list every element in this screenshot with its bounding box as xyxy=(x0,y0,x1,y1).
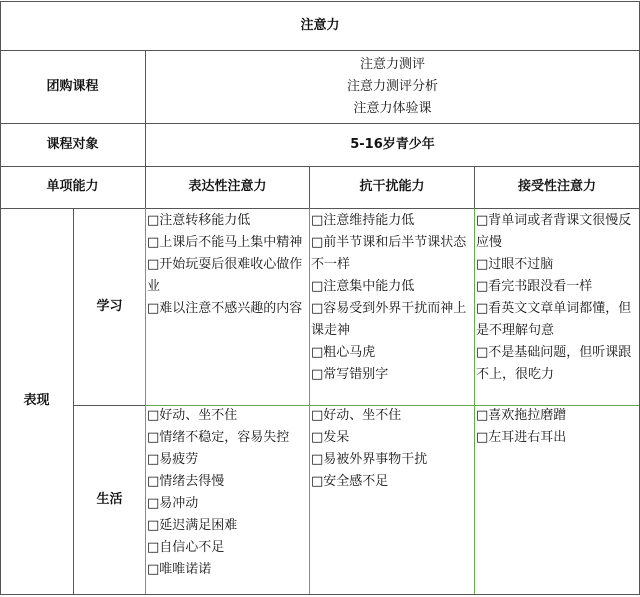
list-item: □容易受到外界干扰而神上课走神 xyxy=(311,301,467,338)
list-item: □不是基础问题，但听课跟不上，很吃力 xyxy=(476,345,632,382)
ability-label: 单项能力 xyxy=(46,179,99,194)
list-item: □开始玩耍后很难收心做作业 xyxy=(147,257,303,294)
list-item: □好动、坐不住 xyxy=(147,408,238,423)
list-item: □喜欢拖拉磨蹭 xyxy=(476,408,567,423)
list-item: □前半节课和后半节课状态不一样 xyxy=(311,235,467,272)
border-line xyxy=(309,208,310,594)
group-course-item: 注意力测评 xyxy=(359,57,425,72)
group-course-item: 注意力体验课 xyxy=(353,101,432,116)
list-item: □好动、坐不住 xyxy=(311,408,402,423)
list-item: □情绪去得慢 xyxy=(147,474,225,489)
ability-column-header: 表达性注意力 xyxy=(188,179,267,194)
border-line xyxy=(145,208,146,594)
list-item: □常写错别字 xyxy=(311,367,389,382)
list-item: □唯唯诺诺 xyxy=(147,562,212,577)
list-item: □情绪不稳定，容易失控 xyxy=(147,430,290,445)
list-item: □过眼不过脑 xyxy=(476,257,554,272)
performance-label: 表现 xyxy=(23,393,50,408)
list-item: □发呆 xyxy=(311,430,350,445)
list-item: □上课后不能马上集中精神 xyxy=(147,235,303,250)
audience-label: 课程对象 xyxy=(46,136,99,152)
list-item: □安全感不足 xyxy=(311,474,389,489)
list-item: □自信心不足 xyxy=(147,540,225,555)
list-item: □看完书跟没看一样 xyxy=(476,279,593,294)
study-anti-interference-list xyxy=(311,210,472,386)
list-item: □易冲动 xyxy=(147,496,199,511)
row-label-study: 学习 xyxy=(96,298,123,314)
list-item: □看英文文章单词都懂，但是不理解句意 xyxy=(476,301,632,338)
list-item: □难以注意不感兴趣的内容 xyxy=(147,301,303,316)
list-item: □注意集中能力低 xyxy=(311,279,415,294)
life-expressive-list xyxy=(147,405,307,581)
ability-column-header: 接受性注意力 xyxy=(517,179,596,194)
list-item: □粗心马虎 xyxy=(311,345,376,360)
list-item: □易被外界事物干扰 xyxy=(311,452,428,467)
list-item: □易疲劳 xyxy=(147,452,199,467)
study-expressive-list xyxy=(147,210,307,320)
audience-value: 5-16岁青少年 xyxy=(350,136,435,152)
life-receptive-list xyxy=(476,405,637,449)
list-item: □背单词或者背课文很慢反应慢 xyxy=(476,213,632,250)
list-item: □注意转移能力低 xyxy=(147,213,251,228)
ability-column-header: 抗干扰能力 xyxy=(359,179,425,194)
group-course-list xyxy=(146,54,639,120)
life-anti-interference-list xyxy=(311,405,472,493)
border-line xyxy=(0,594,640,595)
group-course-label: 团购课程 xyxy=(46,78,99,94)
list-item: □延迟满足困难 xyxy=(147,518,238,533)
study-receptive-list xyxy=(476,210,637,386)
table-title: 注意力 xyxy=(300,17,340,33)
list-item: □左耳进右耳出 xyxy=(476,430,567,445)
list-item: □注意维持能力低 xyxy=(311,213,415,228)
row-label-life: 生活 xyxy=(96,491,123,507)
border-line xyxy=(474,208,475,594)
group-course-item: 注意力测评分析 xyxy=(346,79,438,94)
